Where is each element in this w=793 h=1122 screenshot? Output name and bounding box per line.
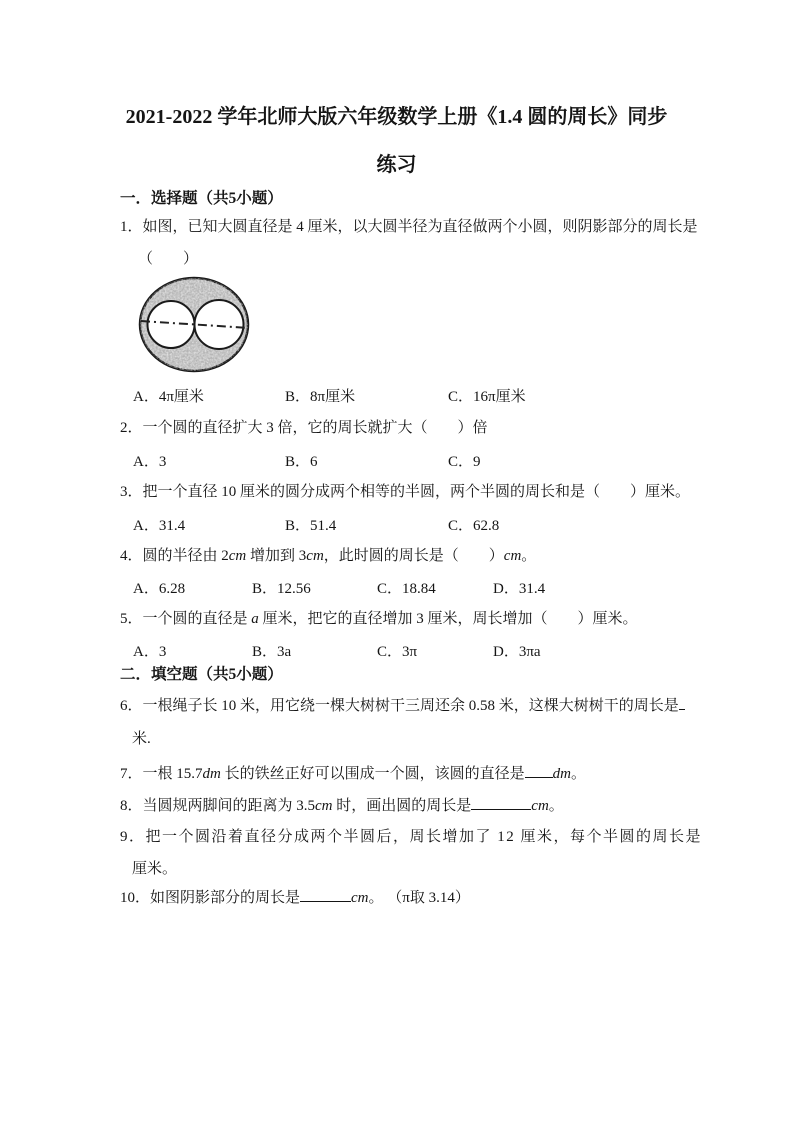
question-3-options [0, 514, 793, 536]
q4-unit: cm [228, 548, 247, 564]
question-1-text: 1．如图，已知大圆直径是 4 厘米，以大圆半径为直径做两个小圆，则阴影部分的周长是 [120, 219, 698, 235]
q10-seg: 。 （π取 3.14） [368, 890, 470, 906]
section-1-heading: 一．选择题（共5小题） [120, 190, 283, 207]
q10-fill-blank [300, 887, 351, 902]
page-title-line2: 练习 [376, 154, 417, 176]
question-5-options [0, 640, 793, 662]
question-1-options [0, 385, 793, 407]
q4-option-c: C．18.84 [377, 581, 436, 597]
q5-seg: 厘米，把它的直径增加 3 厘米，周长增加（ ）厘米。 [258, 611, 638, 627]
q4-seg: 。 [521, 548, 537, 564]
q8-unit: cm [531, 798, 549, 814]
section-2-heading: 二．填空题（共5小题） [120, 666, 283, 683]
q2-option-c: C．9 [448, 454, 481, 470]
shaded-circles-diagram [138, 276, 252, 373]
question-10-text [120, 887, 470, 909]
question-6-text [120, 695, 685, 717]
q7-seg: 7．一根 15.7 [120, 766, 203, 782]
q5-option-b: B．3a [252, 644, 292, 660]
question-2-text: 2．一个圆的直径扩大 3 倍，它的周长就扩大（ ）倍 [120, 420, 488, 436]
question-4-options [0, 577, 793, 599]
q7-seg: 。 [570, 766, 586, 782]
q6-seg: 6．一根绳子长 10 米，用它绕一棵大树树干三周还余 0.58 米，这棵大树树干的周长是 [120, 698, 679, 714]
q8-seg: 时，画出圆的周长是 [332, 798, 472, 814]
question-3-text: 3．把一个直径 10 厘米的圆分成两个相等的半圆，两个半圆的周长和是（ ）厘米。 [120, 484, 691, 500]
q10-unit: cm [351, 890, 369, 906]
q7-unit: dm [202, 766, 221, 782]
question-2-options [0, 450, 793, 472]
q2-option-b: B．6 [285, 454, 318, 470]
q1-option-c: C．16π厘米 [448, 389, 526, 405]
q10-seg: 10．如图阴影部分的周长是 [120, 890, 301, 906]
question-1-answer-parens: （ ） [138, 251, 199, 267]
page-title-line1: 2021-2022 学年北师大版六年级数学上册《1.4 圆的周长》同步 [125, 106, 668, 128]
q4-seg: ，此时圆的周长是（ ） [323, 548, 504, 564]
q6-fill-blank [679, 695, 685, 710]
q5-variable: a [251, 611, 259, 627]
q8-seg: 8．当圆规两脚间的距离为 3.5 [120, 798, 316, 814]
question-8-text [120, 795, 564, 817]
q5-option-c: C．3π [377, 644, 418, 660]
q7-seg: 长的铁丝正好可以围成一个圆，该圆的直径是 [220, 766, 525, 782]
q5-seg: 5．一个圆的直径是 [120, 611, 252, 627]
q4-seg: 增加到 3 [246, 548, 307, 564]
q3-option-c: C．62.8 [448, 518, 500, 534]
q4-option-d: D．31.4 [493, 581, 546, 597]
question-5-text [120, 609, 638, 630]
q4-option-a: A．6.28 [133, 581, 186, 597]
q8-fill-blank [471, 795, 531, 810]
q8-unit: cm [315, 798, 333, 814]
question-6-text-cont: 米. [132, 731, 151, 747]
q7-fill-blank [525, 763, 553, 778]
question-9-text-cont: 厘米。 [132, 861, 178, 877]
q8-seg: 。 [548, 798, 564, 814]
q2-option-a: A．3 [133, 454, 167, 470]
q4-seg: 4．圆的半径由 2 [120, 548, 229, 564]
q5-option-a: A．3 [133, 644, 167, 660]
q1-option-a: A．4π厘米 [133, 389, 204, 405]
q7-unit: dm [552, 766, 571, 782]
q4-unit: cm [503, 548, 522, 564]
q3-option-a: A．31.4 [133, 518, 186, 534]
q4-unit: cm [306, 548, 324, 564]
question-4-text [120, 546, 536, 567]
question-9-text: 9．把一个圆沿着直径分成两个半圆后，周长增加了 12 厘米，每个半圆的周长是 [120, 829, 703, 845]
q5-option-d: D．3πa [493, 644, 541, 660]
q4-option-b: B．12.56 [252, 581, 311, 597]
question-1-figure [138, 276, 252, 378]
q1-option-b: B．8π厘米 [285, 389, 356, 405]
question-7-text [120, 763, 586, 785]
q3-option-b: B．51.4 [285, 518, 337, 534]
